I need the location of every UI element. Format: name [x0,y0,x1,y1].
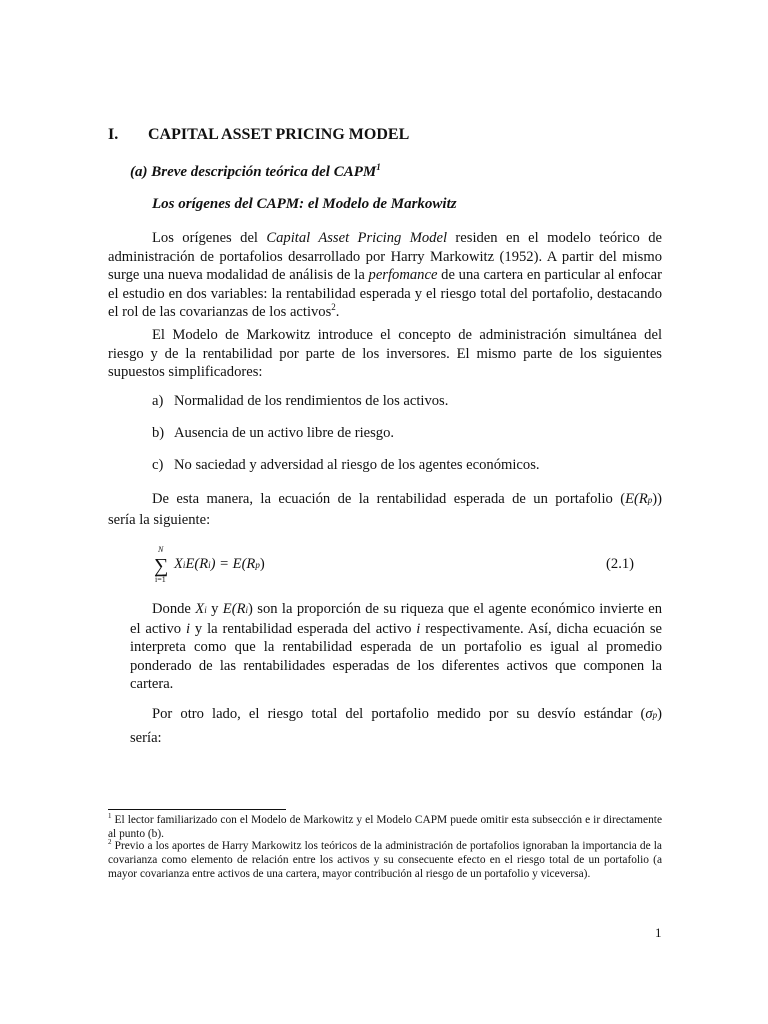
subsection-a-heading [130,164,381,181]
p5-math-sigma-sub: p [652,710,658,720]
footnote-2-marker: 2 [108,838,112,847]
subsection-b-heading: Los orígenes del CAPM: el Modelo de Markowitz [152,196,457,212]
footnote-1 [108,813,662,841]
p4-math-x-sub: i [204,605,207,615]
summation-symbol: ∑ [154,555,169,577]
sum-upper-limit: N [158,545,164,554]
list-item-text: Ausencia de un activo libre de riesgo. [174,425,395,441]
equation-2-1 [152,545,662,586]
footnote-2 [108,839,662,881]
p1-text-1: Los orígenes del [152,230,267,246]
paragraph-5-line-2: sería: [130,730,162,746]
p4-math-eri-sub: i [245,605,249,615]
eq-eri-sub: i [208,560,211,570]
eq-eri: E(R [185,556,209,572]
list-item-text: Normalidad de los rendimientos de los activos. [174,393,449,409]
section-title [108,126,409,144]
footnote-1-marker: 1 [108,812,112,821]
list-marker: c) [152,457,164,473]
list-item [152,393,448,410]
page-number: 1 [655,925,662,940]
eq-x: X [174,556,183,572]
p3-text: De esta manera, la ecuación de la rentabilidad esperada de un portafolio ( [152,491,626,507]
list-marker: a) [152,393,164,409]
list-item [152,457,540,474]
p3-math-erp: E(R [625,491,648,507]
footnote-1-text: El lector familiarizado con el Modelo de Markowitz y el Modelo CAPM puede omitir esta subsección e ir directamente al punto (b). [108,814,662,840]
p3-math-sub: p [647,495,653,505]
footnote-ref-1[interactable]: 1 [376,162,381,172]
p3-math-close: )) [652,491,662,507]
list-marker: b) [152,425,165,441]
paragraph-5-line-1 [152,706,662,723]
p5-math-close: ) [657,706,662,722]
p4-text-1: Donde [152,601,196,617]
p4-text-3: son la proporción de su riqueza que el agente económico invierte en el activo [130,601,663,637]
p1-text-3: de una cartera en particular al enfocar el estudio en dos variables: la rentabilidad esperada y el riesgo total del portafolio, destacando el rol de las covarianzas de los activos [108,267,662,320]
p5-text: Por otro lado, el riesgo total del portafolio medido por su desvío estándar ( [152,706,646,722]
p4-text-2: y [206,601,223,617]
p4-text-5: respectivamente. Así, dicha ecuación se interpreta como que la rentabilidad esperada de un portafolio es igual al promedio ponderado de las rentabilidades esperadas de los diferentes activos que componen la cartera. [130,620,662,692]
p4-math-x: X [195,601,205,617]
footnote-separator [108,809,286,810]
eq-x-sub: i [182,560,186,570]
paragraph-2 [108,326,662,382]
p4-math-eri: E(R [222,601,246,617]
paragraph-1 [108,229,662,322]
p4-math-close: ) [248,601,253,617]
p1-emphasis-capm: Capital Asset Pricing Model [266,230,448,246]
eq-close: ) [259,556,265,572]
footnote-ref-2[interactable]: 2 [331,302,336,313]
p1-text-2: residen en el modelo teórico de administración de portafolios desarrollado por Harry Markowitz (1952). A partir del mismo surge una nueva modalidad de análisis de la [108,230,662,283]
p5-math-sigma: σ [645,706,653,722]
p1-emphasis-perfomance: perfomance [368,267,438,283]
subsection-a-text: (a) Breve descripción teórica del CAPM [130,164,377,180]
paragraph-3-line-1 [152,491,662,508]
section-number: I. [108,126,119,143]
p4-math-i2: i [416,620,421,637]
equation-expression [174,556,265,573]
list-item-text: No saciedad y adversidad al riesgo de los agentes económicos. [174,457,540,473]
equation-number: (2.1) [606,556,634,572]
p4-text-4: y la rentabilidad esperada del activo [190,620,417,637]
section-title-text: CAPITAL ASSET PRICING MODEL [148,126,410,143]
footnote-2-text: Previo a los aportes de Harry Markowitz los teóricos de la administración de portafolios ignoraban la importancia de la covarianza como elemento de relación entre los activos y su consecuente efecto en el riesgo total de un portafolio (a mayor covarianza entre activos de una cartera, mayor contribución al riesgo de un portafolio y viceversa). [108,840,662,880]
p1-end: . [335,304,340,320]
eq-erp-sub: p [255,560,260,570]
paragraph-4 [130,600,662,694]
list-item [152,425,394,442]
paragraph-3-line-2: sería la siguiente: [108,512,211,528]
sum-lower-limit: i=1 [155,575,166,584]
p2-text: El Modelo de Markowitz introduce el concepto de administración simultánea del riesgo y de la rentabilidad por parte de los inversores. El mismo parte de los siguientes supuestos simplificadores: [108,327,662,380]
p4-math-i1: i [185,620,191,637]
eq-erp: ) = E(R [210,556,256,572]
